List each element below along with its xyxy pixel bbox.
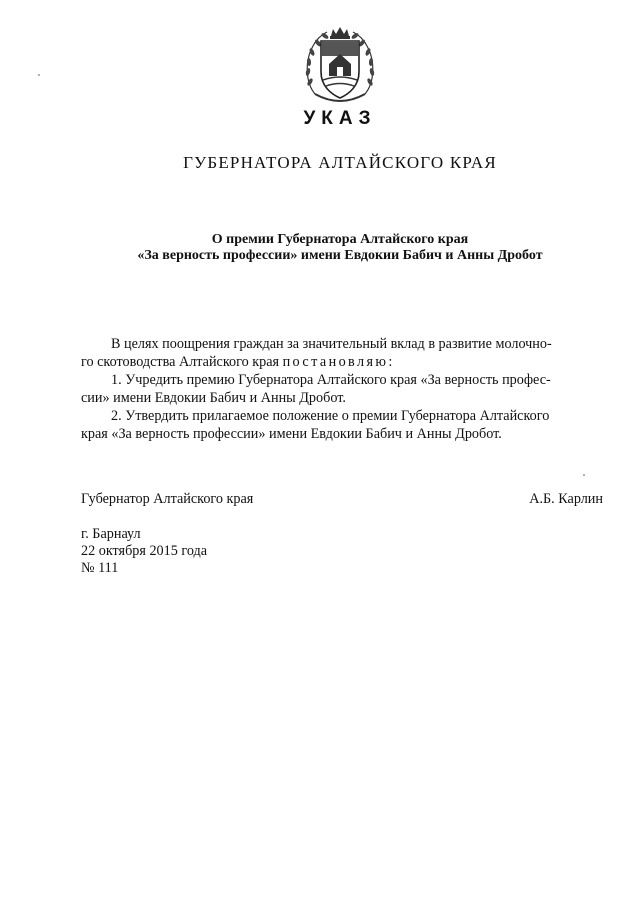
city: г. Барнаул <box>81 526 141 542</box>
item-1-line-1: 1. Учредить премию Губернатора Алтайского края «За верность профес- <box>111 372 551 388</box>
preamble-line-1: В целях поощрения граждан за значительный вклад в развитие молочно- <box>111 336 552 352</box>
decree-number: № 111 <box>81 560 119 576</box>
signature-block <box>81 491 603 508</box>
decree-title: УКАЗ <box>303 108 377 129</box>
signatory-position: Губернатор Алтайского края <box>81 491 254 507</box>
decree-subject <box>0 232 640 264</box>
decree-date: 22 октября 2015 года <box>81 543 208 559</box>
altai-krai-coat-of-arms-icon <box>301 24 379 108</box>
item-2-line-1: 2. Утвердить прилагаемое положение о премии Губернатора Алтайского <box>111 408 550 424</box>
decree-body <box>81 335 603 443</box>
subject-line-2: «За верность профессии» имени Евдокии Бабич и Анны Дробот <box>137 248 543 263</box>
scan-speck <box>38 74 40 76</box>
item-2-line-2: края «За верность профессии» имени Евдокии Бабич и Анны Дробот. <box>81 426 502 442</box>
signatory-name: А.Б. Карлин <box>529 491 603 507</box>
preamble-line-2-text: го скотоводства Алтайского края <box>81 354 283 370</box>
place-and-date <box>81 526 207 577</box>
preamble-line-2 <box>81 353 603 371</box>
item-1-line-2: сии» имени Евдокии Бабич и Анны Дробот. <box>81 390 346 406</box>
subject-line-1: О премии Губернатора Алтайского края <box>211 232 469 247</box>
decree-issuer: ГУБЕРНАТОРА АЛТАЙСКОГО КРАЯ <box>183 153 497 172</box>
scan-speck <box>583 474 585 476</box>
resolve-word: постановляю: <box>282 354 395 370</box>
